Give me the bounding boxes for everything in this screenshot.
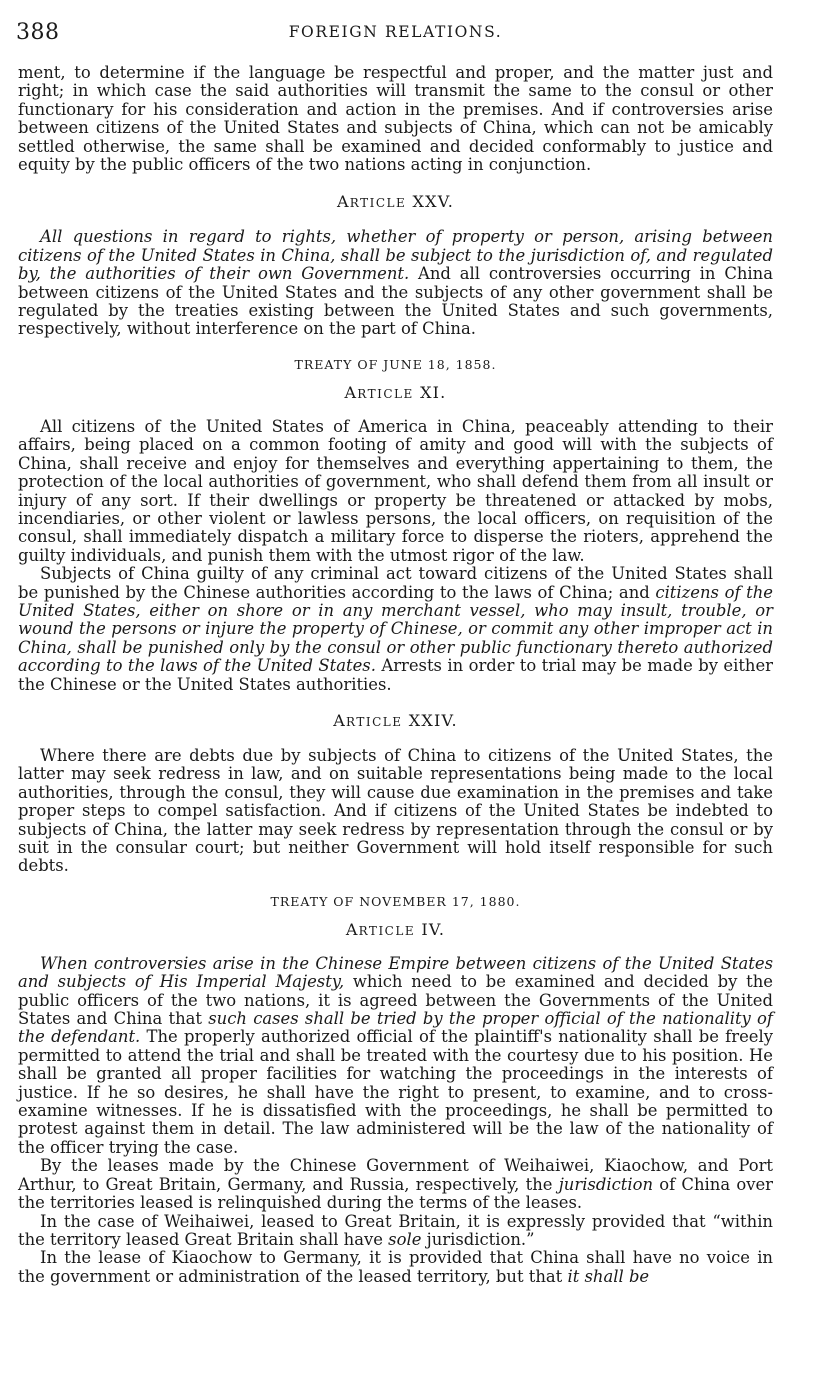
heading-numeral: XXIV. [402, 710, 458, 730]
heading-smallcaps: RTICLE [357, 386, 414, 401]
heading-initial: A [337, 192, 350, 212]
kiaochow-paragraph [18, 1249, 773, 1286]
treaty-1858-title: TREATY OF JUNE 18, 1858. [294, 356, 497, 372]
italic-text: When controversies arise in the Chinese Empire between citizens of the United States and subjects of His Imperial Majesty, [18, 953, 773, 992]
italic-text: citizens of the United States, either on shore or in any merchant vessel, who may insult, trouble, or wound the persons or injure the property of Chinese, or commit any other improper act in China, shall be punished only by the consul or other public functionary thereto authorized according to the laws of the United States. [18, 582, 773, 676]
italic-text: jurisdiction [558, 1174, 654, 1194]
document-page [18, 20, 773, 1286]
running-title: FOREIGN RELATIONS. [288, 23, 503, 41]
body-text: By the leases made by the Chinese Government of Weihaiwei, Kiaochow, and Port Arthur, to Great Britain, Germany, and Russia, respectively, the [18, 1156, 773, 1194]
body-text: Arrests in order to trial may be made by either the Chinese or the United States authorities. [18, 656, 773, 694]
article-xxiv-heading [18, 711, 773, 730]
body-text: In the lease of Kiaochow to Germany, it is provided that China shall have no voice in the government or administration of the leased territory, but that [18, 1248, 773, 1286]
body-text: The properly authorized official of the plaintiff's nationality shall be freely permitted to attend the trial and shall be treated with the courtesy due to his position. He shall be granted all proper facilities for watching the proceedings in the interests of justice. If he so desires, he shall have the right to present, to examine, and to cross-examine witnesses. If he is dissatisfied with the proceedings, he shall be permitted to protest against them in detail. The law administered will be the law of the nationality of the officer trying the case. [18, 1027, 773, 1157]
article-iv-paragraph [18, 955, 773, 1157]
heading-initial: A [333, 710, 347, 730]
leases-paragraph [18, 1157, 773, 1212]
weihaiwei-paragraph [18, 1213, 773, 1250]
article-xi-paragraph-1: All citizens of the United States of America in China, peaceably attending to their affairs, being placed on a common footing of amity and good will with the subjects of China, shall receive and enjoy for themselves and everything appertaining to them, the protection of the local authorities of government, who shall defend them from all insult or injury of any sort. If their dwellings or property be threatened or attacked by mobs, incendiaries, or other violent or lawless persons, the local officers, on requisition of the consul, shall immediately dispatch a military force to disperse the rioters, apprehend the guilty individuals, and punish them with the utmost rigor of the law. [18, 416, 773, 565]
body-text: of China over the territories leased is relinquished during the terms of the leases. [18, 1174, 773, 1213]
treaty-1880-title: TREATY OF NOVEMBER 17, 1880. [270, 893, 521, 909]
article-xi-heading [18, 383, 773, 402]
article-xxv-paragraph [18, 228, 773, 338]
body-text: which need to be examined and decided by the public officers of the two nations, it is agreed between the Governments of the United States and China that [18, 972, 773, 1029]
article-xi-paragraph-2 [18, 565, 773, 694]
article-xxv-heading [18, 192, 773, 211]
heading-smallcaps: RTICLE [358, 923, 416, 938]
page-number: 388 [16, 20, 60, 45]
heading-numeral: XXV. [406, 192, 454, 212]
body-text: And all controversies occurring in China between citizens of the United States and the subjects of any other government shall be regulated by the treaties existing between the United States and such governments, respectively, without interference on the part of China. [18, 264, 773, 339]
body-text: Subjects of China guilty of any criminal act toward citizens of the United States shall be punished by the Chinese authorities according to the laws of China; and [18, 564, 773, 602]
article-iv-heading [18, 920, 773, 939]
italic-text: All questions in regard to rights, whether of property or person, arising between citizens of the United States in China, shall be subject to the jurisdiction of, and regulated by, the authorities of their own Government. [18, 227, 773, 284]
opening-paragraph: ment, to determine if the language be respectful and proper, and the matter just and right; in which case the said authorities will transmit the same to the consul or other functionary for his consideration and action in the premises. And if controversies arise between citizens of the United States and subjects of China, which can not be amicably settled otherwise, the same shall be examined and decided conformably to justice and equity by the public officers of the two nations acting in conjunction. [18, 63, 773, 175]
body-text: In the case of Weihaiwei, leased to Great Britain, it is expressly provided that “within the territory leased Great Britain shall have [18, 1211, 773, 1249]
heading-numeral: IV. [415, 919, 446, 939]
heading-initial: A [344, 382, 358, 402]
italic-text: such cases shall be tried by the proper official of the nationality of the defendant. [18, 1009, 773, 1047]
body-text: jurisdiction.” [421, 1229, 535, 1249]
heading-initial: A [345, 919, 359, 939]
article-xxiv-paragraph: Where there are debts due by subjects of China to citizens of the United States, the latter may seek redress in law, and on suitable representations being made to the local authorities, through the consul, they will cause due examination in the premises and take proper steps to compel satisfaction. And if citizens of the United States be indebted to subjects of China, the latter may seek redress by representation through the consul or by suit in the consular court; but neither Government will hold itself responsible for such debts. [18, 745, 773, 876]
heading-smallcaps: RTICLE [346, 714, 403, 729]
running-head [18, 20, 773, 64]
italic-text: sole [388, 1229, 422, 1249]
heading-smallcaps: RTICLE [349, 196, 407, 211]
italic-text: it shall be [567, 1266, 650, 1286]
heading-numeral: XI. [413, 382, 447, 402]
